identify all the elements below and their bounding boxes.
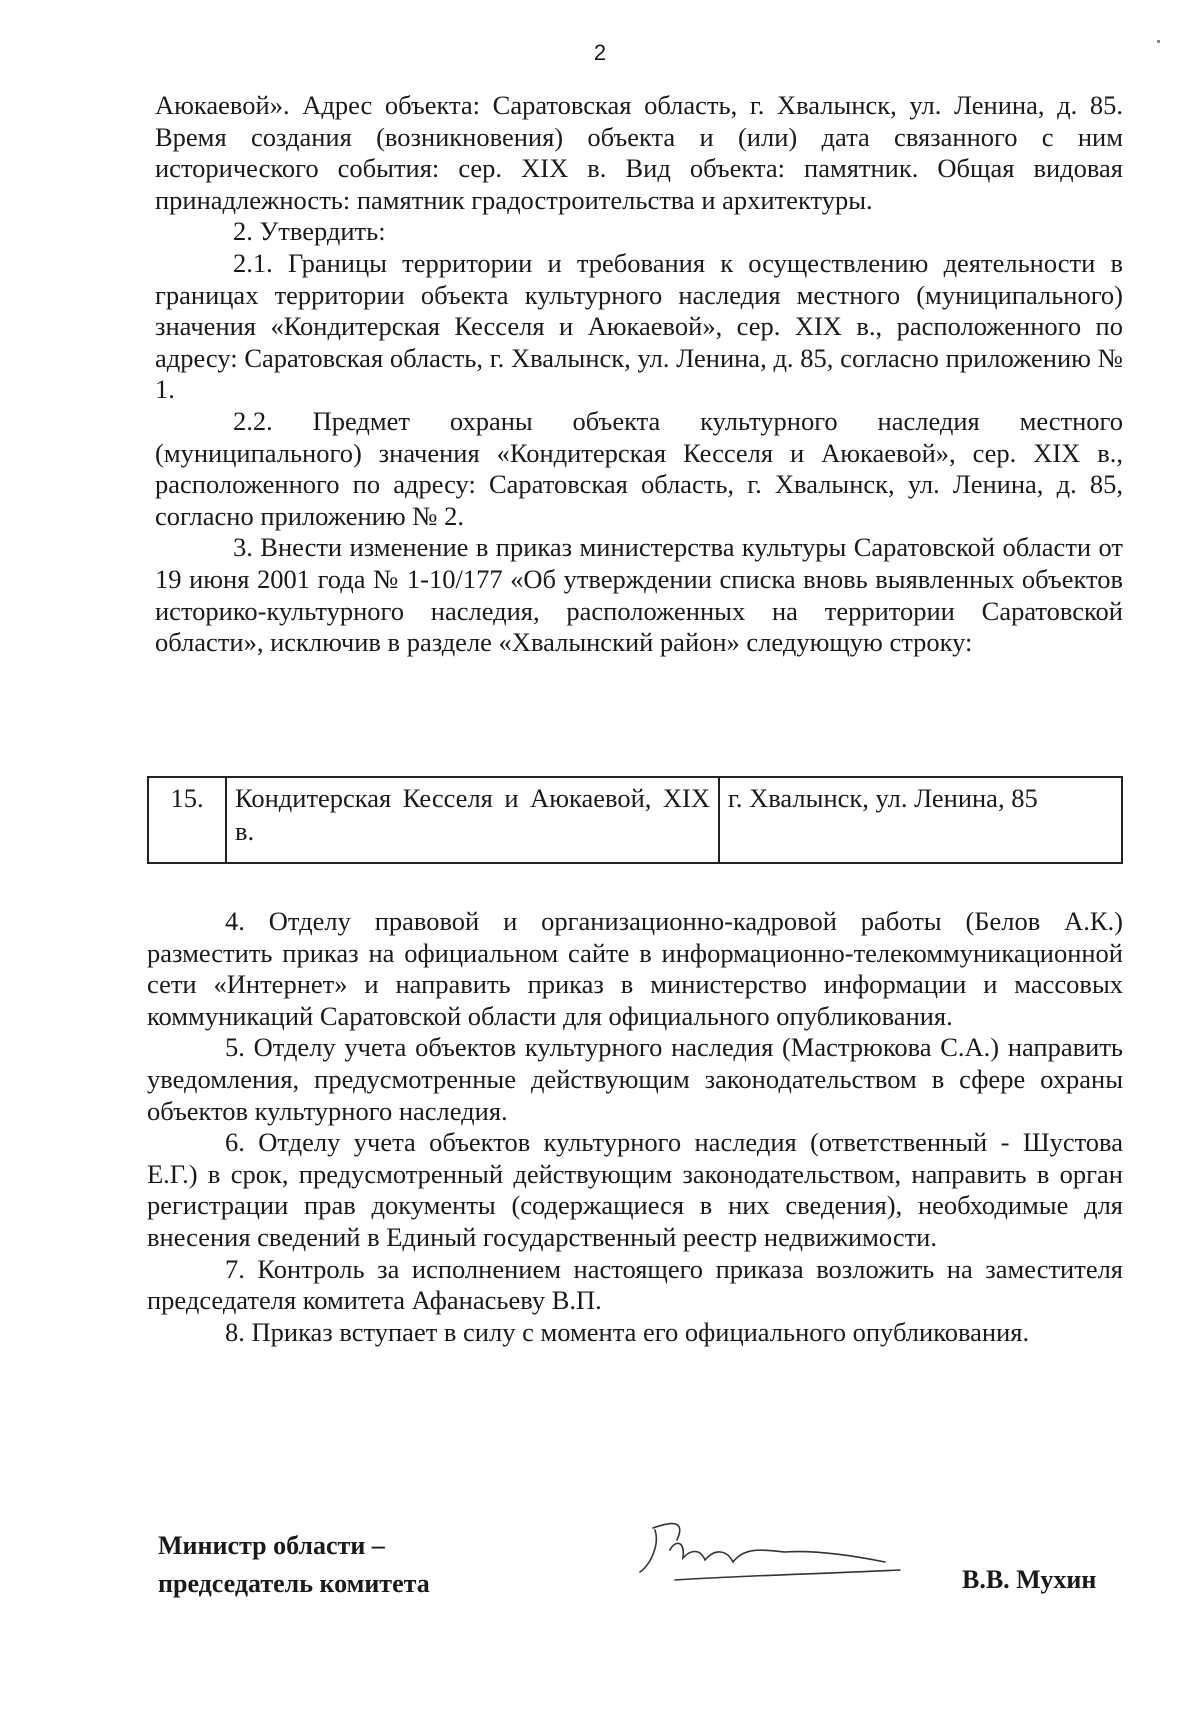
paragraph-approve: 2. Утвердить: [233, 216, 386, 247]
paragraph-4: 4. Отделу правовой и организационно-кадровой работы (Белов А.К.) разместить приказ на официальном сайте в информационно-телекоммуникационной сети «Интернет» и направить приказ в министерство информации и массовых коммуникаций Саратовской области для официального опубликования. [147, 906, 1123, 1031]
paragraph-2-2: 2.2. Предмет охраны объекта культурного наследия местного (муниципального) значения «Кондитерская Кесселя и Аюкаевой», сер. XIX в., расположенного по адресу: Саратовская область, г. Хвалынск, ул. Ленина, д. 85, согласно приложению № 2. [155, 405, 1123, 531]
position-line-1: Министр области – [158, 1531, 385, 1560]
signatory-name: В.В. Мухин [962, 1565, 1097, 1594]
paragraph-2-1: 2.1. Границы территории и требования к осуществлению деятельности в границах территории объекта культурного наследия местного (муниципального) значения «Кондитерская Кесселя и Аюкаевой», сер. XIX в., расположенного по адресу: Саратовская область, г. Хвалынск, ул. Ленина, д. 85, согласно приложению № 1. [155, 247, 1123, 405]
paragraph-continuation: Аюкаевой». Адрес объекта: Саратовская область, г. Хвалынск, ул. Ленина, д. 85. Время создания (возникновения) объекта и (или) дата связанного с ним исторического события: сер. XIX в. Вид объекта: памятник. Общая видовая принадлежность: памятник градостроительства и архитектуры. [155, 90, 1123, 215]
excluded-row-table [147, 776, 1123, 864]
table-row [148, 777, 1122, 863]
document-body-bottom [147, 906, 1123, 1348]
paragraph-7: 7. Контроль за исполнением настоящего приказа возложить на заместителя председателя комитета Афанасьеву В.П. [147, 1253, 1123, 1316]
scan-speck [1157, 40, 1160, 43]
position-line-2: председатель комитета [158, 1569, 430, 1598]
paragraph-3: 3. Внести изменение в приказ министерства культуры Саратовской области от 19 июня 2001 года № 1-10/177 «Об утверждении списка вновь выявленных объектов историко-культурного наследия, расположенных на территории Саратовской области», исключив в разделе «Хвалынский район» следующую строку: [155, 532, 1123, 658]
paragraph-5: 5. Отделу учета объектов культурного наследия (Мастрюкова С.А.) направить уведомления, предусмотренные действующим законодательством в сфере охраны объектов культурного наследия. [147, 1032, 1123, 1126]
object-name: Кондитерская Кесселя и Аюкаевой, XIX в. [226, 777, 719, 863]
paragraph-6: 6. Отделу учета объектов культурного наследия (ответственный - Шустова Е.Г.) в срок, предусмотренный действующим законодательством, направить в орган регистрации прав документы (содержащиеся в них сведения), необходимые для внесения сведений в Единый государственный реестр недвижимости. [147, 1127, 1123, 1252]
signatory-position [158, 1527, 430, 1603]
row-number: 15. [148, 777, 226, 863]
paragraph-8: 8. Приказ вступает в силу с момента его официального опубликования. [225, 1316, 1030, 1347]
object-address: г. Хвалынск, ул. Ленина, 85 [719, 777, 1122, 863]
page-number: 2 [593, 40, 607, 65]
document-body-top [155, 90, 1123, 659]
handwritten-signature [615, 1510, 905, 1600]
